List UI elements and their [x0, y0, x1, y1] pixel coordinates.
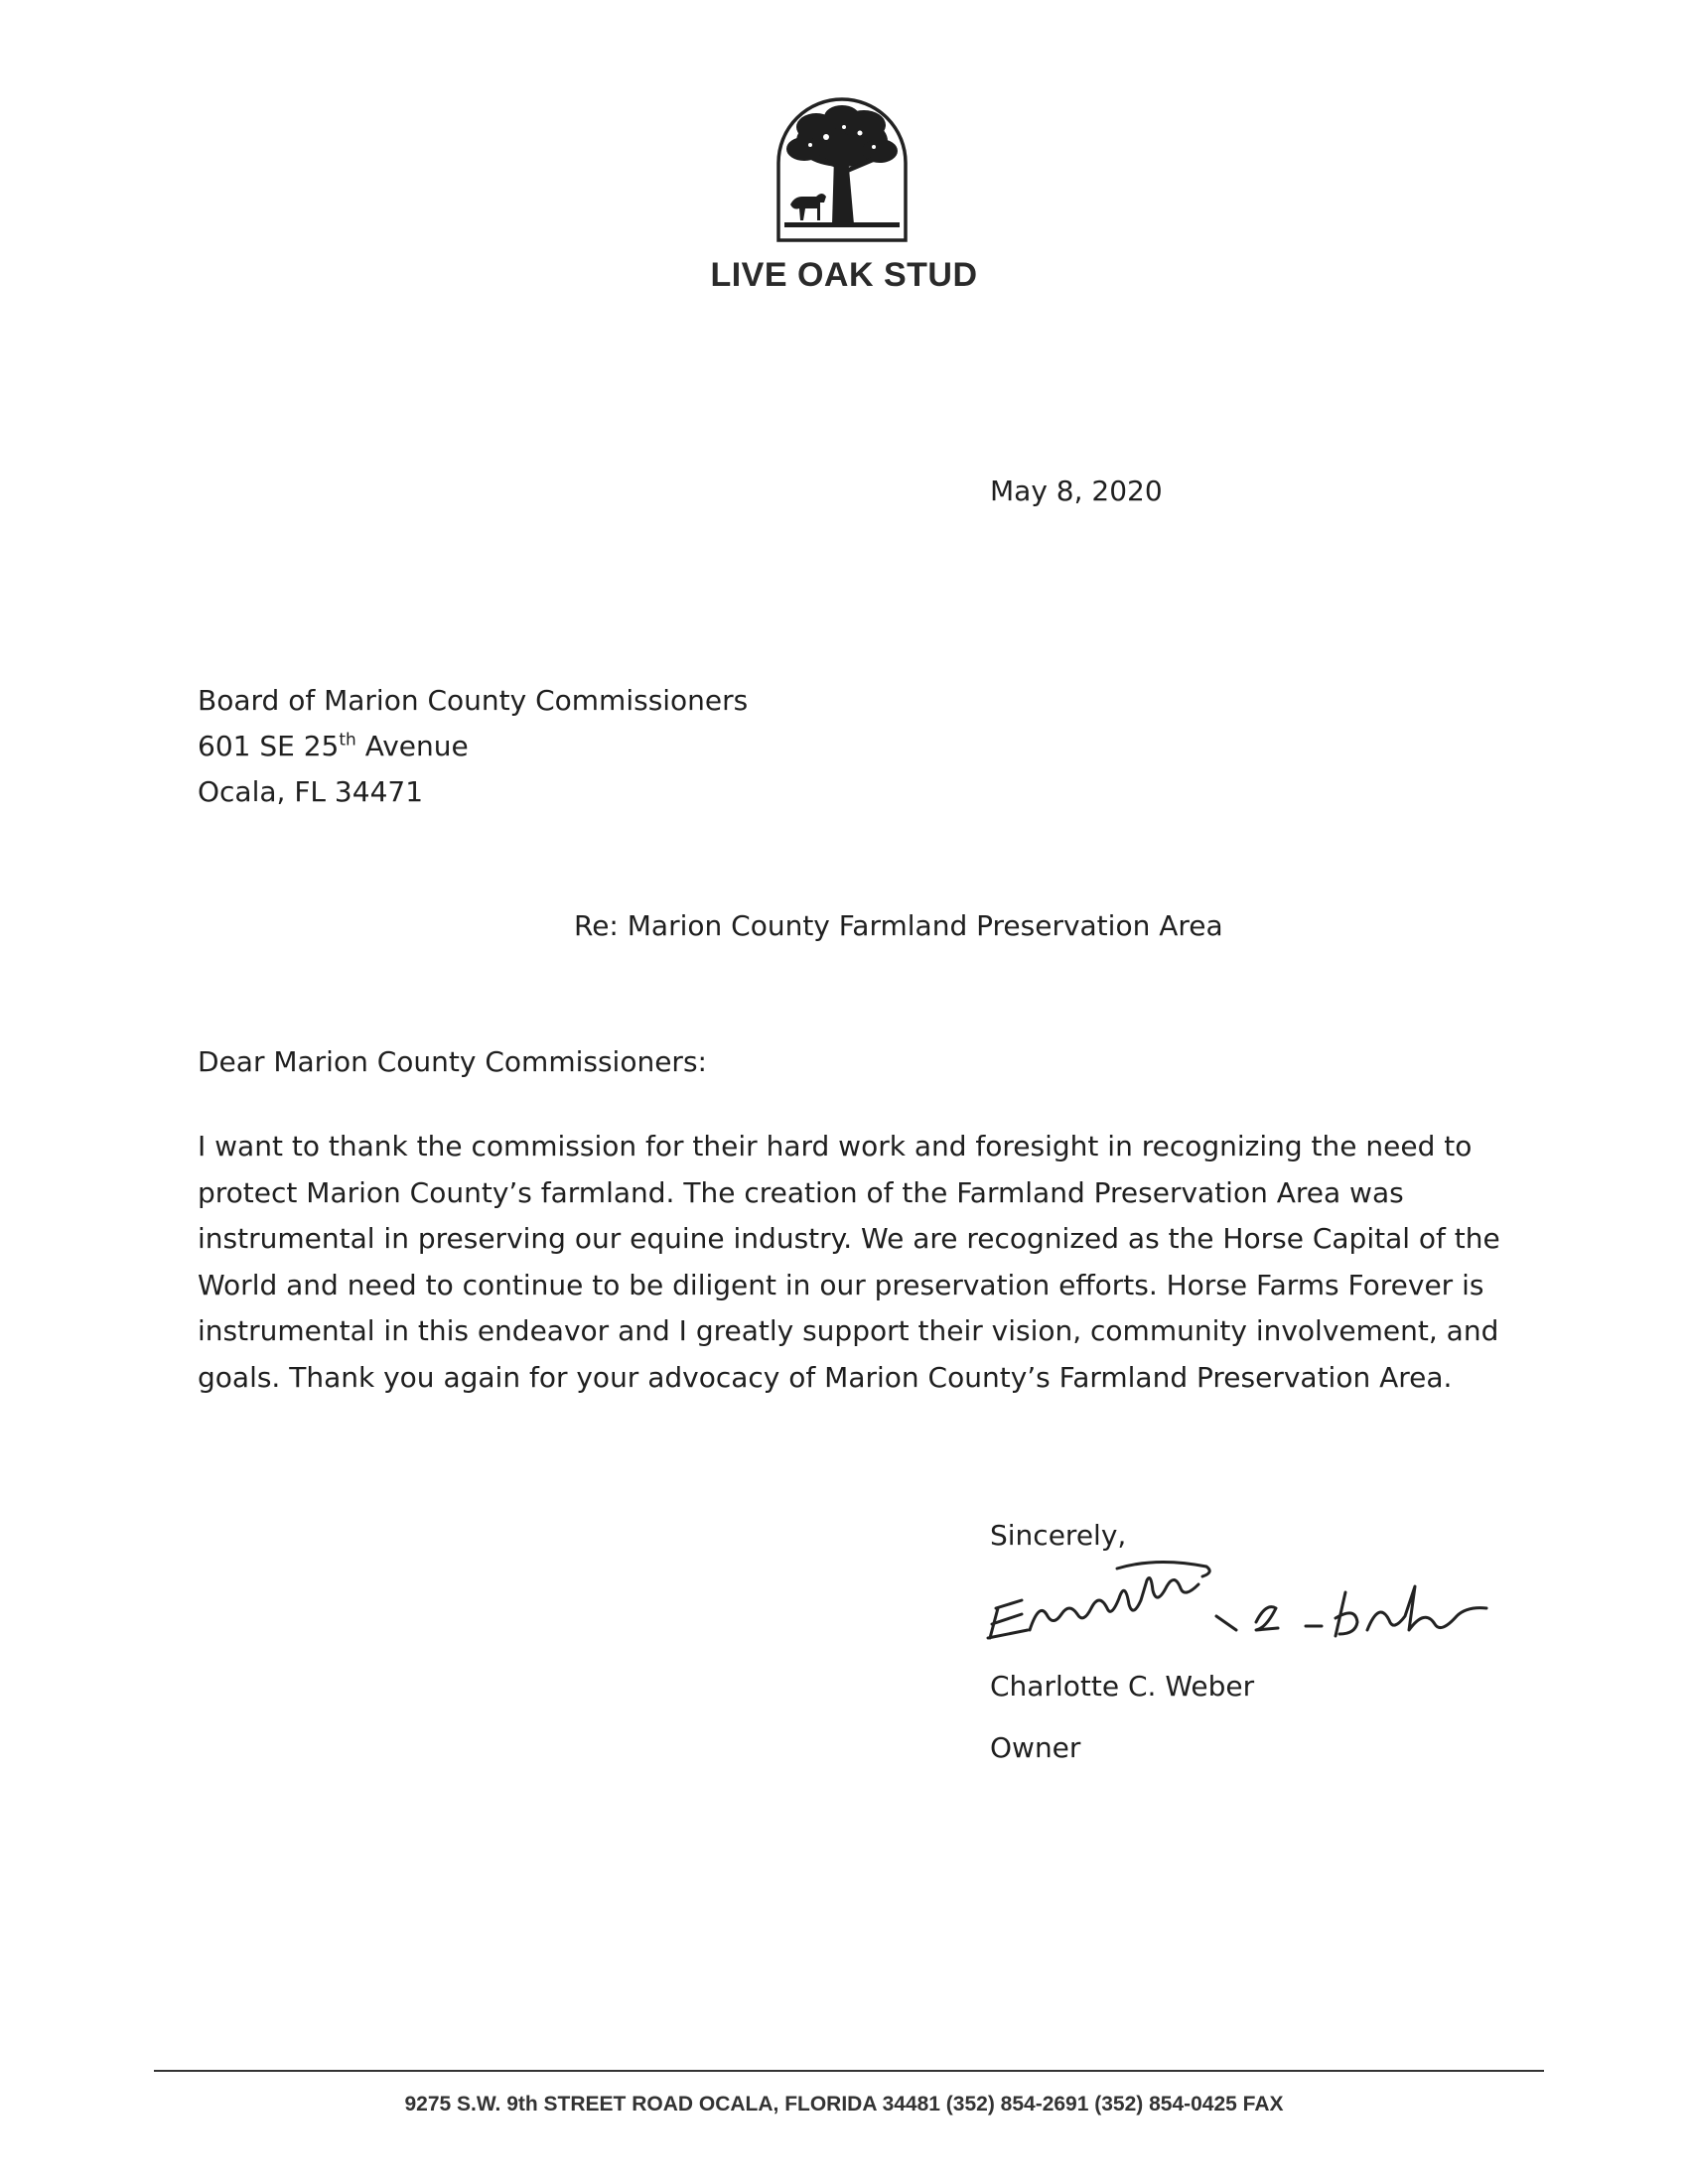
signer-title: Owner	[990, 1731, 1081, 1764]
closing: Sincerely,	[990, 1519, 1127, 1552]
recipient-line-1: Board of Marion County Commissioners	[198, 684, 749, 717]
letter-date: May 8, 2020	[990, 475, 1163, 507]
street-suffix: Avenue	[355, 730, 469, 762]
street-prefix: 601 SE 25	[198, 730, 340, 762]
salutation: Dear Marion County Commissioners:	[198, 1045, 707, 1078]
footer-address: 9275 S.W. 9th STREET ROAD OCALA, FLORIDA 34481 (352) 854-2691 (352) 854-0425 FAX	[404, 2093, 1284, 2116]
body-line: instrumental in this endeavor and I greatly support their vision, community involvement, and	[198, 1314, 1499, 1347]
footer-divider	[154, 2070, 1544, 2072]
body-line: I want to thank the commission for their hard work and foresight in recognizing the need to	[198, 1130, 1473, 1162]
ordinal-suffix: th	[339, 730, 356, 751]
body-line: instrumental in preserving our equine industry. We are recognized as the Horse Capital of the	[198, 1222, 1500, 1255]
signer-name: Charlotte C. Weber	[990, 1670, 1255, 1703]
oak-tree-logo-icon	[774, 97, 910, 242]
body-paragraph	[198, 1124, 1500, 1401]
recipient-line-3: Ocala, FL 34471	[198, 775, 424, 808]
handwritten-signature-icon	[978, 1547, 1534, 1646]
body-line: World and need to continue to be diligent in our preservation efforts. Horse Farms Forever is	[198, 1268, 1484, 1301]
recipient-line-2	[198, 724, 748, 769]
subject-line: Re: Marion County Farmland Preservation Area	[574, 909, 1223, 942]
recipient-address	[198, 678, 748, 815]
organization-name: LIVE OAK STUD	[710, 256, 978, 294]
body-line: goals. Thank you again for your advocacy of Marion County’s Farmland Preservation Area.	[198, 1360, 1453, 1394]
body-line: protect Marion County’s farmland. The creation of the Farmland Preservation Area was	[198, 1175, 1404, 1209]
